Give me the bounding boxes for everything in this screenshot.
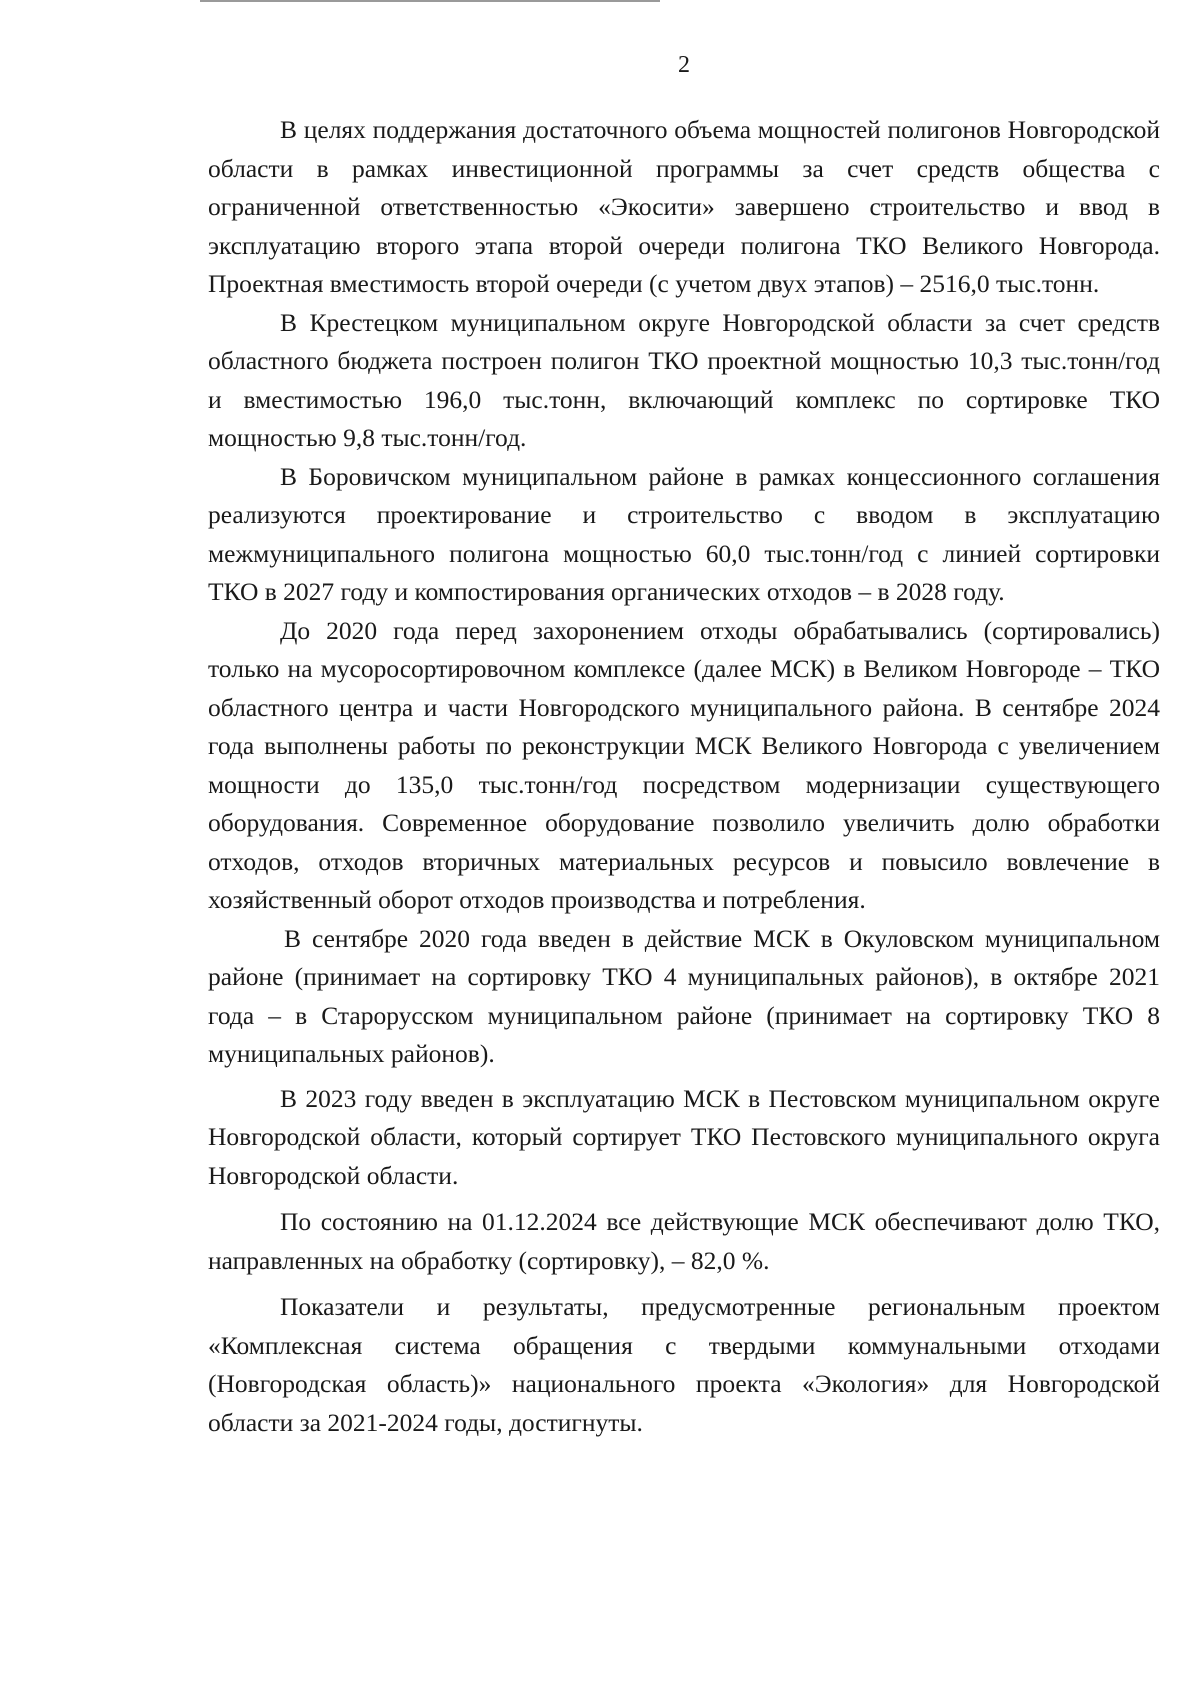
scan-edge-line	[200, 0, 660, 2]
paragraph-landfill-capacity: В целях поддержания достаточного объема мощностей полигонов Новгородской области в рамках инвестиционной программы за счет средств общества с ограниченной ответственностью «Экосити» завершено строительство и ввод в эксплуатацию второго этапа второй очереди полигона ТКО Великого Новгорода. Проектная вместимость второй очереди (с учетом двух этапов) – 2516,0 тыс.тонн.	[208, 115, 1160, 298]
paragraph-krestetsky-landfill: В Крестецком муниципальном округе Новгородской области за счет средств областного бюджета построен полигон ТКО проектной мощностью 10,3 тыс.тонн/год и вместимостью 196,0 тыс.тонн, включающий комплекс по сортировке ТКО мощностью 9,8 тыс.тонн/год.	[208, 307, 1160, 452]
page-number: 2	[678, 52, 690, 78]
paragraph-okulovka-staraya-russa: В сентябре 2020 года введен в действие МСК в Окуловском муниципальном районе (принимает на сортировку ТКО 4 муниципальных районов), в октябре 2021 года – в Старорусском муниципальном районе (принимает на сортировку ТКО 8 муниципальных районов).	[208, 923, 1160, 1068]
paragraph-borovichi-concession: В Боровичском муниципальном районе в рамках концессионного соглашения реализуются проектирование и строительство с вводом в эксплуатацию межмуниципального полигона мощностью 60,0 тыс.тонн/год с линией сортировки ТКО в 2027 году и компостирования органических отходов – в 2028 году.	[208, 461, 1160, 606]
paragraph-pestovo-msk: В 2023 году введен в эксплуатацию МСК в Пестовском муниципальном округе Новгородской области, который сортирует ТКО Пестовского муниципального округа Новгородской области.	[208, 1083, 1160, 1190]
paragraph-msk-reconstruction: До 2020 года перед захоронением отходы обрабатывались (сортировались) только на мусоросортировочном комплексе (далее МСК) в Великом Новгороде – ТКО областного центра и части Новгородского муниципального района. В сентябре 2024 года выполнены работы по реконструкции МСК Великого Новгорода с увеличением мощности до 135,0 тыс.тонн/год посредством модернизации существующего оборудования. Современное оборудование позволило увеличить долю обработки отходов, отходов вторичных материальных ресурсов и повысило вовлечение в хозяйственный оборот отходов производства и потребления.	[208, 615, 1160, 914]
paragraph-targets-achieved: Показатели и результаты, предусмотренные региональным проектом «Комплексная система обращения с твердыми коммунальными отходами (Новгородская область)» национального проекта «Экология» для Новгородской области за 2021-2024 годы, достигнуты.	[208, 1292, 1160, 1437]
paragraph-processing-share: По состоянию на 01.12.2024 все действующие МСК обеспечивают долю ТКО, направленных на обработку (сортировку), – 82,0 %.	[208, 1207, 1160, 1275]
document-body	[208, 111, 1160, 1442]
